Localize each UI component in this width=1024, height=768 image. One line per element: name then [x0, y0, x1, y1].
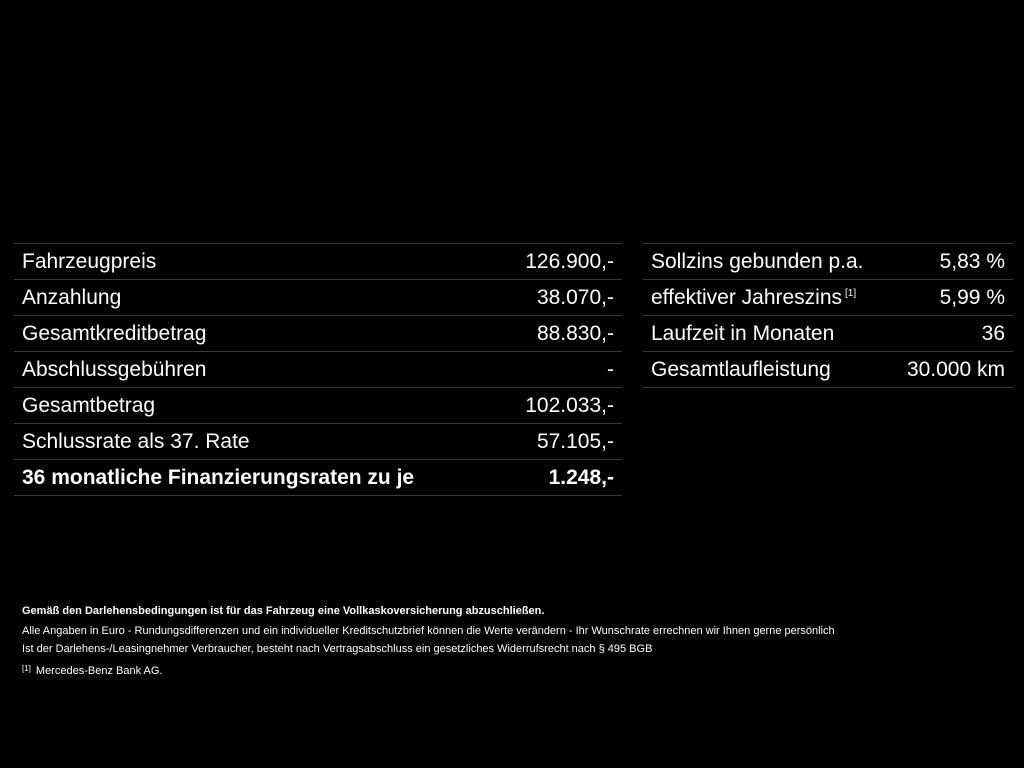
- table-row-monthly-rate: [14, 459, 622, 496]
- footnote-ref-marker: [1]: [22, 664, 31, 673]
- row-label-closing-fees: Abschlussgebühren: [22, 358, 207, 381]
- row-value-fixed-interest: 5,83 %: [939, 250, 1005, 273]
- row-value-down-payment: 38.070,-: [536, 286, 614, 309]
- insurance-note: Gemäß den Darlehensbedingungen ist für das Fahrzeug eine Vollkaskoversicherung abzuschließen.: [22, 605, 545, 617]
- row-value-total-amount: 102.033,-: [525, 394, 614, 417]
- row-label-final-rate: Schlussrate als 37. Rate: [22, 430, 250, 453]
- row-value-closing-fees: -: [607, 358, 614, 381]
- row-value-vehicle-price: 126.900,-: [525, 250, 614, 273]
- financing-table: [14, 243, 622, 496]
- table-row: [643, 243, 1013, 279]
- table-row: [14, 387, 622, 423]
- row-label-effective-rate: [643, 287, 856, 308]
- row-value-monthly-rate: 1.248,-: [548, 466, 614, 489]
- table-row: [643, 279, 1013, 315]
- row-value-final-rate: 57.105,-: [536, 430, 614, 453]
- table-row: [14, 423, 622, 459]
- row-label-monthly-rate: 36 monatliche Finanzierungsraten zu je: [22, 466, 415, 489]
- row-label-down-payment: Anzahlung: [22, 286, 122, 309]
- row-value-total-credit: 88.830,-: [536, 322, 614, 345]
- table-row: [643, 351, 1013, 388]
- row-label-vehicle-price: Fahrzeugpreis: [22, 250, 157, 273]
- footnote-marker: [1]: [845, 288, 857, 299]
- row-value-effective-rate: 5,99 %: [939, 286, 1005, 309]
- table-row: [14, 351, 622, 387]
- row-label-fixed-interest: Sollzins gebunden p.a.: [651, 250, 864, 273]
- table-row: [14, 243, 622, 279]
- row-value-total-mileage: 30.000 km: [906, 358, 1005, 381]
- footnote-reference: [22, 665, 1012, 677]
- table-row: [14, 279, 622, 315]
- table-row: [14, 315, 622, 351]
- row-label-term-months: Laufzeit in Monaten: [651, 322, 835, 345]
- row-value-term-months: 36: [981, 322, 1005, 345]
- row-label-total-mileage: Gesamtlaufleistung: [651, 358, 831, 381]
- row-label-total-amount: Gesamtbetrag: [22, 394, 156, 417]
- legal-footnotes: [22, 606, 1012, 677]
- effective-rate-text: effektiver Jahreszins: [651, 286, 843, 309]
- loan-terms-table: [643, 243, 1013, 388]
- withdrawal-right-note: Ist der Darlehens-/Leasingnehmer Verbraucher, besteht nach Vertragsabschluss ein gesetzliches Widerrufsrecht nach § 495 BGB: [22, 643, 653, 655]
- row-label-total-credit: Gesamtkreditbetrag: [22, 322, 207, 345]
- table-row: [643, 315, 1013, 351]
- disclaimer-line: Alle Angaben in Euro - Rundungsdifferenzen und ein individueller Kreditschutzbrief können die Werte verändern - Ihr Wunschrate errechnen wir Ihnen gerne persönlich: [22, 625, 835, 637]
- footnote-ref-text: Mercedes-Benz Bank AG.: [35, 665, 163, 677]
